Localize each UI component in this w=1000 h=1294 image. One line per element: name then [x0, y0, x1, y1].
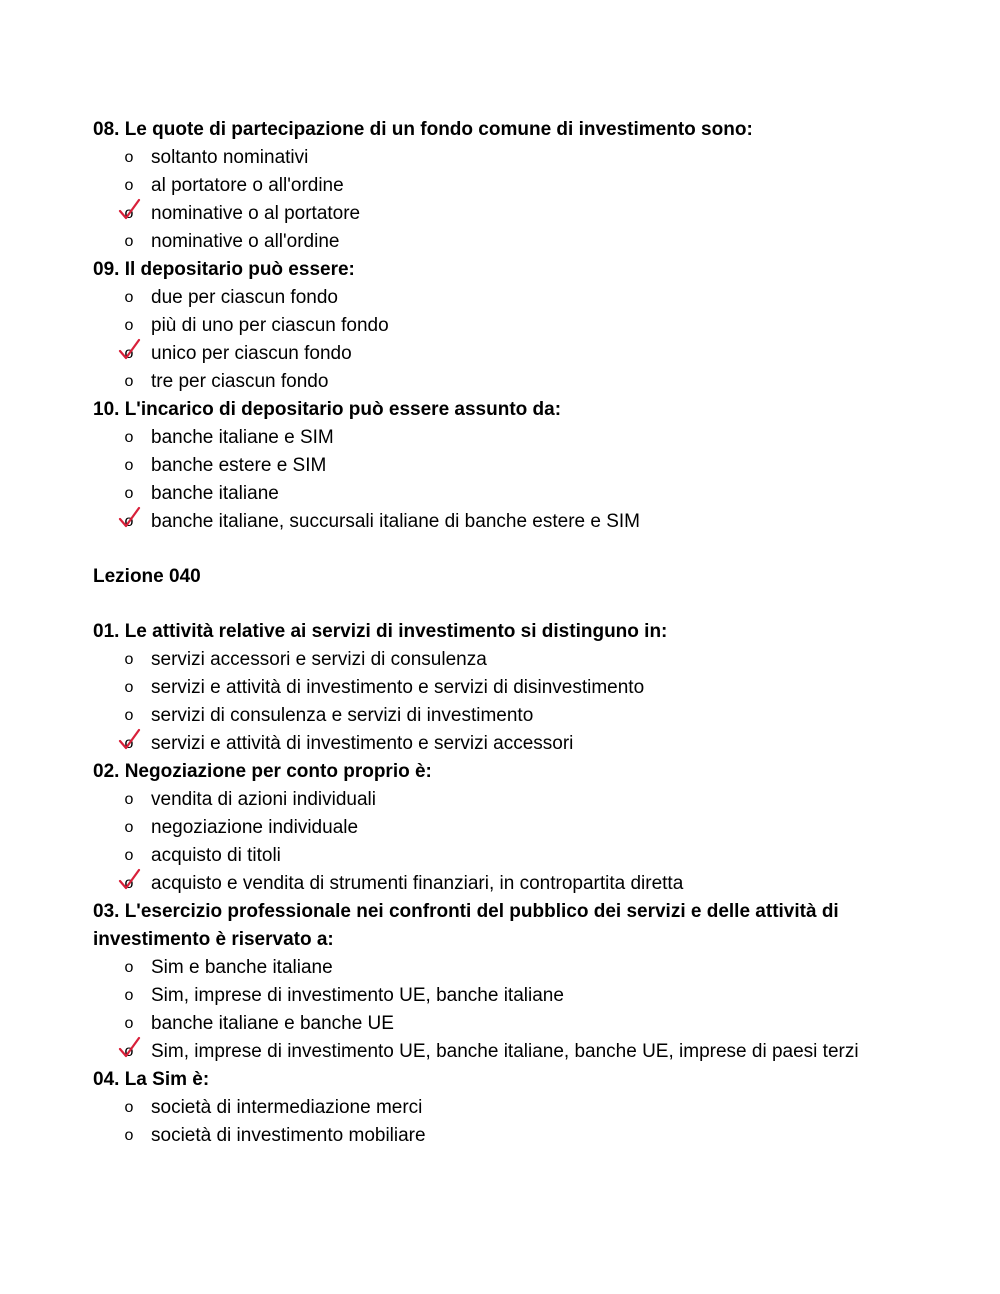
bullet-icon: o: [124, 513, 134, 530]
bullet-icon: o: [124, 679, 134, 696]
bullet-icon: o: [124, 205, 134, 222]
answer-option: [93, 284, 893, 312]
section-title: Lezione 040: [93, 566, 201, 587]
bullet-icon: o: [124, 345, 134, 362]
option-text: Sim, imprese di investimento UE, banche italiane: [151, 985, 564, 1006]
bullet-icon: o: [124, 149, 134, 166]
answer-option: [93, 954, 893, 982]
answer-options: [93, 954, 893, 1066]
bullet-icon: o: [124, 1015, 134, 1032]
option-text: nominative o al portatore: [151, 203, 361, 224]
bullet-icon: o: [124, 317, 134, 334]
option-text: unico per ciascun fondo: [151, 343, 352, 364]
option-text: acquisto e vendita di strumenti finanziari, in contropartita diretta: [151, 873, 684, 894]
bullet-icon: o: [124, 233, 134, 250]
answer-option: [93, 646, 893, 674]
answer-option: [93, 730, 893, 758]
answer-option: [93, 340, 893, 368]
bullet-icon: o: [124, 735, 134, 752]
quiz-document: [93, 116, 893, 1150]
answer-option: [93, 702, 893, 730]
answer-option: [93, 144, 893, 172]
option-text: banche italiane, succursali italiane di banche estere e SIM: [151, 511, 641, 532]
answer-option: [93, 508, 893, 536]
bullet-icon: o: [124, 847, 134, 864]
answer-option: [93, 200, 893, 228]
option-text: servizi di consulenza e servizi di investimento: [151, 705, 534, 726]
bullet-icon: o: [124, 485, 134, 502]
option-text: banche italiane e SIM: [151, 427, 334, 448]
bullet-icon: o: [124, 373, 134, 390]
answer-options: [93, 144, 893, 256]
option-text: tre per ciascun fondo: [151, 371, 329, 392]
option-text: negoziazione individuale: [151, 817, 359, 838]
question-text: 01. Le attività relative ai servizi di investimento si distinguno in:: [93, 621, 668, 642]
answer-option: [93, 870, 893, 898]
answer-option: [93, 1038, 893, 1066]
answer-option: [93, 452, 893, 480]
option-text: banche italiane e banche UE: [151, 1013, 394, 1034]
bullet-icon: o: [124, 987, 134, 1004]
option-text: servizi e attività di investimento e servizi di disinvestimento: [151, 677, 645, 698]
answer-option: [93, 982, 893, 1010]
question-text: 02. Negoziazione per conto proprio è:: [93, 761, 432, 782]
answer-option: [93, 674, 893, 702]
answer-option: [93, 368, 893, 396]
option-text: società di investimento mobiliare: [151, 1125, 426, 1146]
bullet-icon: o: [124, 429, 134, 446]
answer-option: [93, 312, 893, 340]
answer-options: [93, 786, 893, 898]
answer-option: [93, 1122, 893, 1150]
bullet-icon: o: [124, 959, 134, 976]
option-text: Sim, imprese di investimento UE, banche italiane, banche UE, imprese di paesi terzi: [151, 1041, 859, 1062]
option-text: banche italiane: [151, 483, 279, 504]
answer-option: [93, 1094, 893, 1122]
answer-option: [93, 424, 893, 452]
option-text: Sim e banche italiane: [151, 957, 333, 978]
question-text: 08. Le quote di partecipazione di un fondo comune di investimento sono:: [93, 119, 753, 140]
option-text: servizi accessori e servizi di consulenza: [151, 649, 487, 670]
bullet-icon: o: [124, 875, 134, 892]
bullet-icon: o: [124, 1099, 134, 1116]
answer-option: [93, 172, 893, 200]
option-text: società di intermediazione merci: [151, 1097, 423, 1118]
option-text: più di uno per ciascun fondo: [151, 315, 389, 336]
answer-option: [93, 1010, 893, 1038]
bullet-icon: o: [124, 289, 134, 306]
answer-options: [93, 424, 893, 536]
bullet-icon: o: [124, 707, 134, 724]
bullet-icon: o: [124, 651, 134, 668]
bullet-icon: o: [124, 1043, 134, 1060]
option-text: banche estere e SIM: [151, 455, 327, 476]
bullet-icon: o: [124, 819, 134, 836]
answer-option: [93, 842, 893, 870]
bullet-icon: o: [124, 177, 134, 194]
option-text: al portatore o all'ordine: [151, 175, 344, 196]
answer-option: [93, 480, 893, 508]
option-text: due per ciascun fondo: [151, 287, 338, 308]
answer-options: [93, 646, 893, 758]
bullet-icon: o: [124, 1127, 134, 1144]
question-text: 04. La Sim è:: [93, 1069, 210, 1090]
answer-option: [93, 228, 893, 256]
question-text: 09. Il depositario può essere:: [93, 259, 355, 280]
answer-options: [93, 284, 893, 396]
question-text: 03. L'esercizio professionale nei confronti del pubblico dei servizi e delle attività di investimento è riservato a:: [93, 901, 839, 950]
answer-options: [93, 1094, 893, 1150]
option-text: vendita di azioni individuali: [151, 789, 376, 810]
answer-option: [93, 814, 893, 842]
option-text: nominative o all'ordine: [151, 231, 340, 252]
option-text: soltanto nominativi: [151, 147, 309, 168]
question-text: 10. L'incarico di depositario può essere assunto da:: [93, 399, 562, 420]
bullet-icon: o: [124, 457, 134, 474]
option-text: servizi e attività di investimento e servizi accessori: [151, 733, 574, 754]
option-text: acquisto di titoli: [151, 845, 281, 866]
answer-option: [93, 786, 893, 814]
bullet-icon: o: [124, 791, 134, 808]
